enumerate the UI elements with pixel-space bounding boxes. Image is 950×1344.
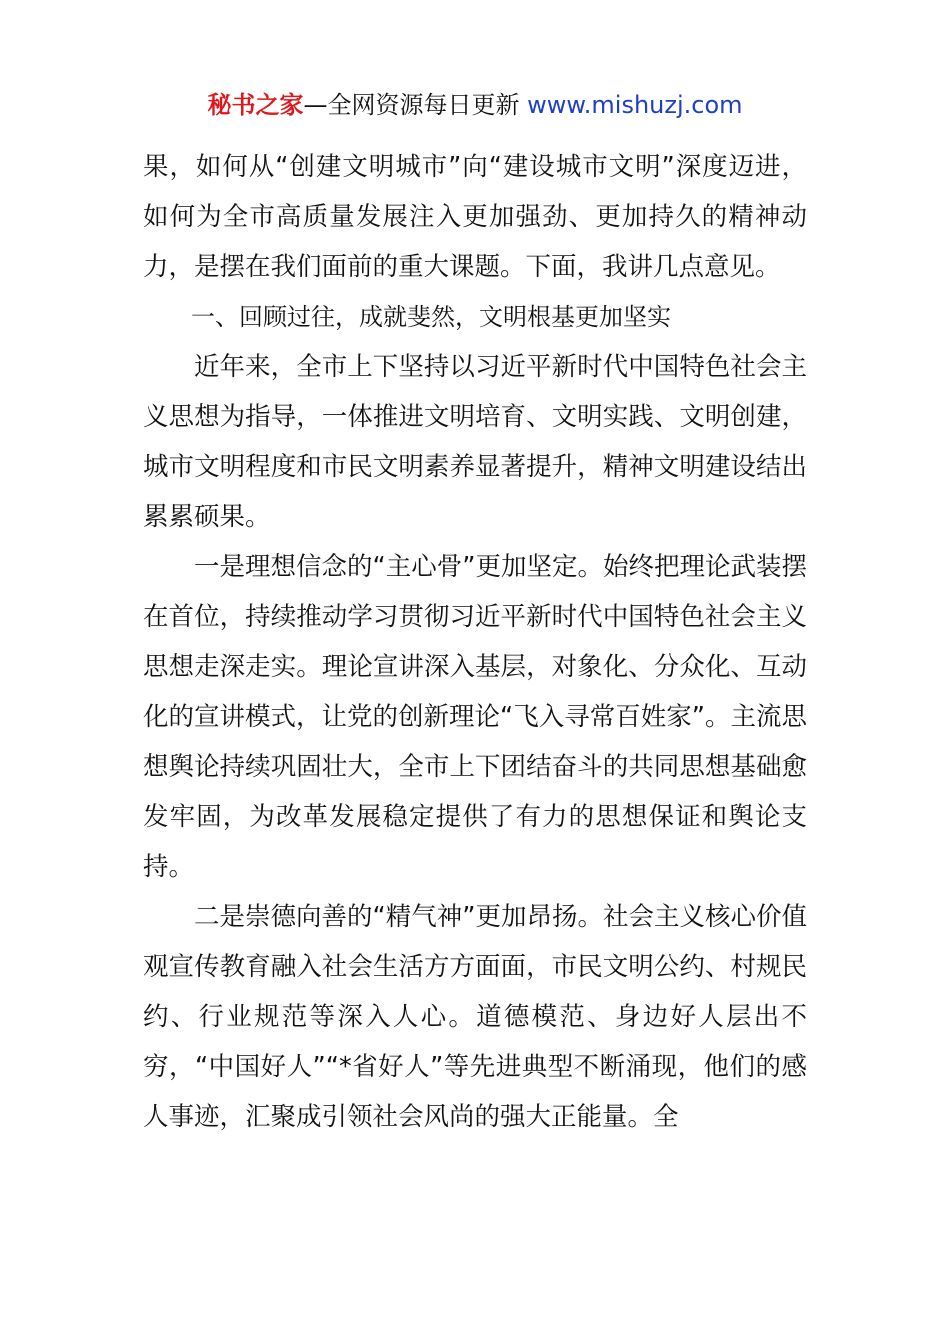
paragraph: 二是崇德向善的“精气神”更加昂扬。社会主义核心价值观宣传教育融入社会生活方方面面，市民文明公约、村规民约、行业规范等深入人心。道德模范、身边好人层出不穷，“中国好人”“*省好人”等先进典型不断涌现，他们的感人事迹，汇聚成引领社会风尚的强大正能量。全	[143, 902, 807, 1132]
paragraph: 近年来，全市上下坚持以习近平新时代中国特色社会主义思想为指导，一体推进文明培育、文明实践、文明创建，城市文明程度和市民文明素养显著提升，精神文明建设结出累累硕果。	[143, 352, 807, 532]
continued-paragraph: 果，如何从“创建文明城市”向“建设城市文明”深度迈进，如何为全市高质量发展注入更加强劲、更加持久的精神动力，是摆在我们面前的重大课题。下面，我讲几点意见。	[143, 152, 807, 282]
brand-name: 秘书之家	[207, 91, 304, 119]
section-heading: 一、回顾过往，成就斐然，文明根基更加坚实	[191, 303, 671, 331]
document-body	[143, 142, 807, 1142]
paragraph: 一是理想信念的“主心骨”更加坚定。始终把理论武装摆在首位，持续推动学习贯彻习近平新时代中国特色社会主义思想走深走实。理论宣讲深入基层，对象化、分众化、互动化的宣讲模式，让党的创新理论“飞入寻常百姓家”。主流思想舆论持续巩固壮大，全市上下团结奋斗的共同思想基础愈发牢固，为改革发展稳定提供了有力的思想保证和舆论支持。	[143, 552, 807, 882]
page-header	[0, 88, 950, 122]
header-tagline: —全网资源每日更新	[303, 91, 528, 119]
site-url-link[interactable]: www.mishuzj.com	[527, 91, 743, 119]
